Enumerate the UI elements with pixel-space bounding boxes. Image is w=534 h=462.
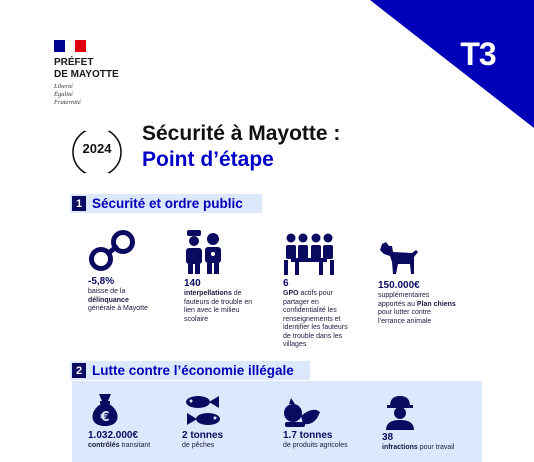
handcuffs-icon: [88, 228, 138, 274]
stat-description-emphasis: interpellations: [184, 290, 232, 297]
stat-gpo: [283, 230, 355, 350]
logo-name: [54, 57, 144, 81]
stat-description-text: pour lutter contre l’errance animale: [378, 309, 432, 325]
logo-motto-word: Égalité: [54, 91, 73, 98]
stat-description-text: générale à Mayotte: [88, 305, 148, 312]
stat-description-emphasis: délinquance: [88, 296, 129, 304]
stat-value: 150.000€: [378, 280, 420, 291]
logo-motto: [54, 83, 144, 107]
stat-description-text: pour travail: [417, 444, 455, 451]
section-header-economy: [70, 361, 310, 380]
svg-text:€: €: [100, 410, 110, 425]
stat-description-text: supplémentaires apportés au: [378, 292, 430, 308]
logo-name-line: DE MAYOTTE: [54, 69, 119, 80]
stat-arrests: [184, 228, 256, 324]
stat-worker: [382, 394, 472, 453]
page-title: Sécurité à Mayotte :: [142, 122, 341, 145]
stat-description-emphasis: GPO: [283, 290, 299, 297]
fish-icon: [182, 394, 224, 428]
stat-delinquency: [88, 228, 158, 314]
stat-description-emphasis: infractions: [382, 444, 418, 451]
section-number: 2: [72, 363, 86, 378]
stat-value: 1.7 tonnes: [283, 430, 333, 441]
stat-produce: [283, 396, 375, 451]
money-bag-icon: [88, 392, 122, 428]
dog-icon: [378, 240, 420, 278]
stat-description-text: de produits agricoles: [283, 442, 348, 449]
logo-motto-word: Fraternité: [54, 99, 81, 106]
stat-description: [88, 442, 178, 451]
police-officers-icon: [184, 228, 224, 276]
stat-description-text: actifs pour partager en confidentialité les renseignements et identifier les fauteurs de trouble dans les villages: [283, 290, 348, 348]
stat-value: -5,8%: [88, 276, 115, 287]
section-number: 1: [72, 196, 86, 211]
stat-description-text: de fauteurs de trouble en lien avec le milieu scolaire: [184, 290, 253, 323]
stat-description: [382, 444, 472, 453]
section-title: Lutte contre l’économie illégale: [92, 363, 294, 378]
stat-description-text: baisse de la: [88, 288, 126, 295]
prefecture-logo: [54, 40, 144, 107]
worker-icon: [382, 394, 418, 430]
stat-description-text: transitant: [119, 442, 151, 449]
stat-description: [283, 442, 375, 451]
stat-description-emphasis: Plan chiens: [416, 300, 456, 308]
stat-value: 6: [283, 278, 289, 289]
stat-money: [88, 392, 178, 451]
section-header-security: [70, 194, 262, 213]
stat-description: [184, 290, 256, 324]
stat-value: 1.032.000€: [88, 430, 139, 441]
stat-description: [182, 442, 262, 451]
stat-description-emphasis: contrôlés: [88, 442, 120, 449]
meeting-group-icon: [283, 230, 335, 276]
logo-name-line: PRÉFET: [54, 57, 94, 68]
stat-description: [283, 290, 355, 350]
badge-label: T3: [460, 36, 496, 72]
stat-description-text: de pêches: [182, 442, 215, 449]
page-subtitle: Point d’étape: [142, 148, 274, 171]
stat-value: 140: [184, 278, 201, 289]
stat-value: 38: [382, 432, 394, 443]
stat-fish: [182, 394, 262, 451]
logo-motto-word: Liberté: [54, 83, 73, 90]
year-label: 2024: [82, 141, 112, 156]
produce-icon: [283, 396, 321, 428]
marianne-flag-icon: [54, 40, 86, 52]
stat-description: [378, 292, 458, 326]
section-title: Sécurité et ordre public: [92, 196, 243, 211]
stat-value: 2 tonnes: [182, 430, 224, 441]
stat-description: [88, 288, 158, 314]
stat-dog-plan: [378, 240, 458, 326]
